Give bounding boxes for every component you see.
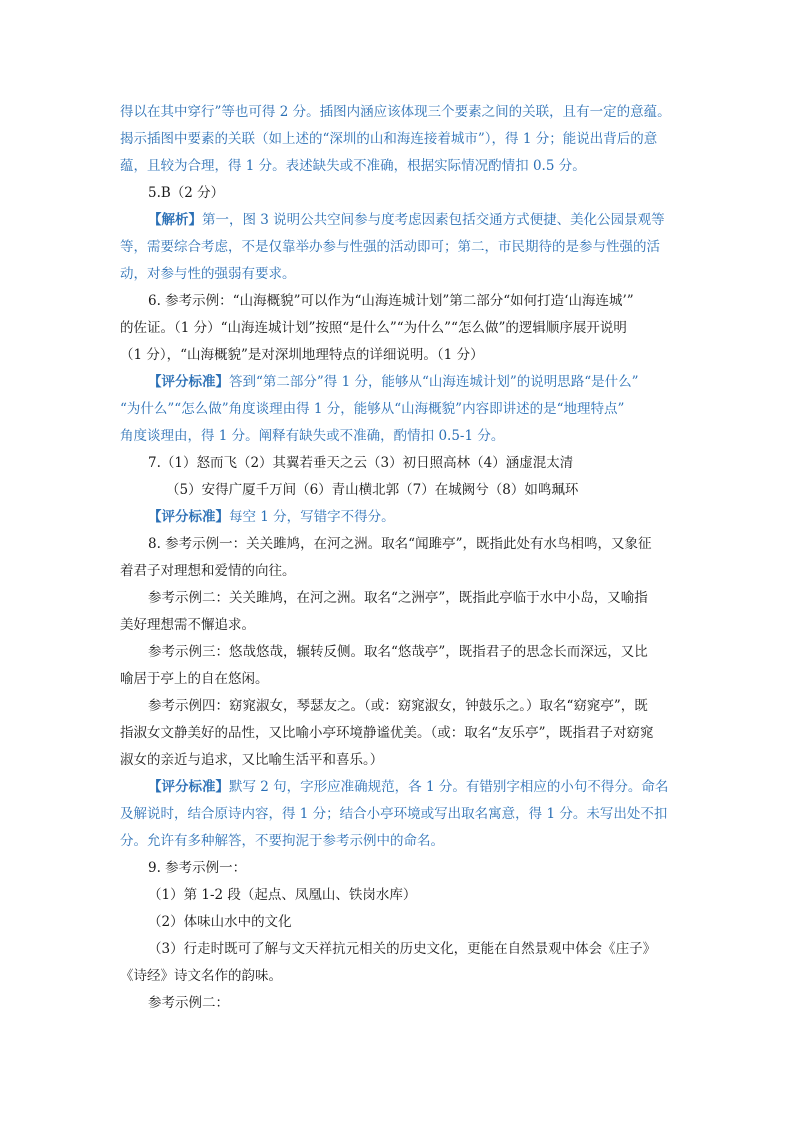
q9-item-2: （2）体味山水中的文化 [148,914,292,930]
scoring-text: 答到“第二部分”得 1 分，能够从“山海连城计划”的说明思路“是什么” [229,374,639,390]
q5-analysis-line-3: 动，对参与性的强弱有要求。 [120,266,296,282]
q9-item-3-line-1: （3）行走时既可了解与文天祥抗元相关的历史文化，更能在自然景观中体会《庄子》 [148,941,657,957]
q8-example2-line-2: 美好理想需不懈追求。 [120,617,255,633]
q9-example2-heading: 参考示例二： [148,995,229,1011]
q8-example1-line-1: 8. 参考示例一：关关雎鸠，在河之洲。取名“闻雎亭”，既指此处有水鸟相鸣，又象征 [148,536,652,552]
q8-example3-line-2: 喻居于亭上的自在悠闲。 [120,671,269,687]
q9-example1-heading: 9. 参考示例一： [148,860,247,876]
q7-answer-line-2: （5）安得广厦千万间（6）青山横北郭（7）在城阙兮（8）如鸣珮环 [166,482,579,498]
q8-example1-line-2: 着君子对理想和爱情的向往。 [120,563,296,579]
q8-example2-line-1: 参考示例二：关关雎鸠，在河之洲。取名“之洲亭”，既指此亭临于水中小岛，又喻指 [148,590,648,606]
q8-example3-line-1: 参考示例三：悠哉悠哉，辗转反侧。取名“悠哉亭”，既指君子的思念长而深远，又比 [148,644,648,660]
scoring-tag: 【评分标准】 [148,779,229,795]
scoring-line-3: 蕴，且较为合理，得 1 分。表述缺失或不准确，根据实际情况酌情扣 0.5 分。 [120,158,586,174]
q8-example4-line-1: 参考示例四：窈窕淑女，琴瑟友之。（或：窈窕淑女，钟鼓乐之。）取名“窈窕亭”，既 [148,698,648,714]
q5-analysis-line-1 [148,207,708,233]
q8-scoring-line-2: 及解说时，结合原诗内容，得 1 分；结合小亭环境或写出取名寓意，得 1 分。未写出处不扣 [120,806,668,822]
scoring-tag: 【评分标准】 [148,509,229,525]
scoring-line-2: 揭示插图中要素的关联（如上述的“深圳的山和海连接着城市”），得 1 分；能说出背后的意 [120,131,658,147]
q5-analysis-line-2: 等，需要综合考虑，不是仅靠举办参与性强的活动即可；第二，市民期待的是参与性强的活 [120,239,660,255]
q5-answer: 5.B（2 分） [148,185,225,201]
scoring-tag: 【评分标准】 [148,374,229,390]
scoring-text: 默写 2 句，字形应准确规范，各 1 分。有错别字相应的小句不得分。命名 [229,779,669,795]
analysis-text: 第一，图 3 说明公共空间参与度考虑因素包括交通方式便捷、美化公园景观等 [202,212,665,228]
q8-example4-line-2: 指淑女文静美好的品性，又比喻小亭环境静谧优美。（或：取名“友乐亭”，既指君子对窈窕 [120,725,654,741]
scoring-line-1: 得以在其中穿行”等也可得 2 分。插图内涵应该体现三个要素之间的关联，且有一定的意蕴。 [120,104,671,120]
q9-item-3-line-2: 《诗经》诗文名作的韵味。 [120,968,282,984]
q6-scoring-line-3: 角度谈理由，得 1 分。阐释有缺失或不准确，酌情扣 0.5-1 分。 [120,428,505,444]
analysis-tag: 【解析】 [148,212,202,228]
q6-scoring-line-1 [148,369,708,395]
q9-item-1: （1）第 1-2 段（起点、凤凰山、铁岗水库） [148,887,417,903]
q6-answer-line-1: 6. 参考示例：“山海概貌”可以作为“山海连城计划”第二部分“如何打造‘山海连城’” [148,293,634,309]
q6-scoring-line-2: “为什么”“怎么做”角度谈理由得 1 分，能够从“山海概貌”内容即讲述的是“地理特点” [120,401,625,417]
q7-scoring [148,504,708,530]
q8-scoring-line-1 [148,774,708,800]
scoring-text: 每空 1 分，写错字不得分。 [229,509,395,525]
q7-answer-line-1: 7.（1）怒而飞（2）其翼若垂天之云（3）初日照高林（4）涵虚混太清 [148,455,574,471]
q8-scoring-line-3: 分。允许有多种解答，不要拘泥于参考示例中的命名。 [120,833,444,849]
q6-answer-line-3: （1 分），“山海概貌”是对深圳地理特点的详细说明。（1 分） [120,347,484,363]
q8-example4-line-3: 淑女的亲近与追求，又比喻生活平和喜乐。） [120,752,384,768]
q6-answer-line-2: 的佐证。（1 分）“山海连城计划”按照“是什么”“为什么”“怎么做”的逻辑顺序展开说明 [120,320,627,336]
